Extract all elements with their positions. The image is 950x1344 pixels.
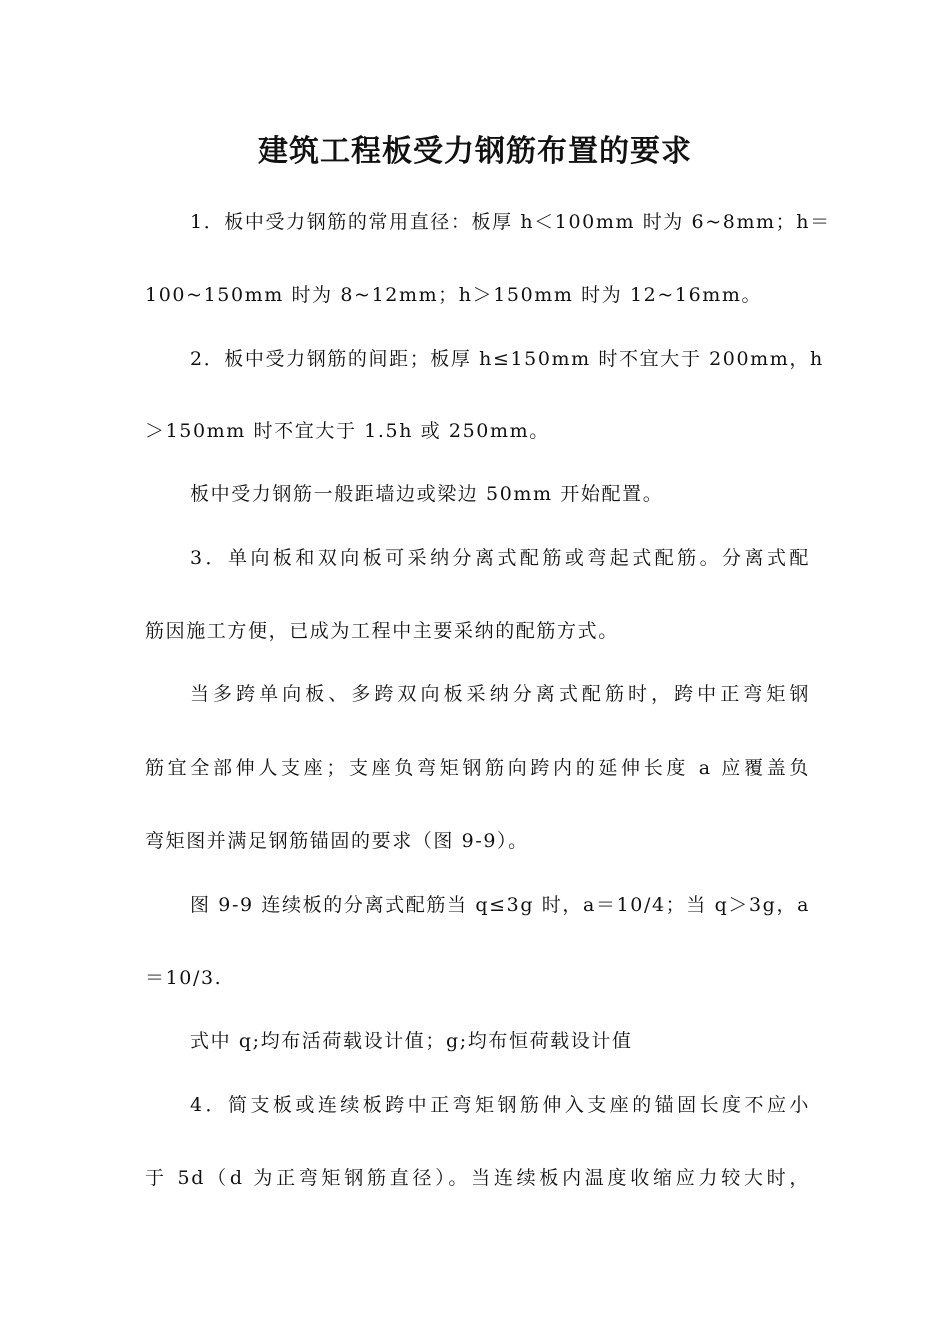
paragraph-line-15: 于 5d（d 为正弯矩钢筋直径）。当连续板内温度收缩应力较大时，: [145, 1167, 810, 1189]
paragraph-line-13: 式中 q;均布活荷载设计值；g;均布恒荷载设计值: [190, 1030, 633, 1052]
paragraph-line-12: ＝10/3.: [145, 967, 223, 989]
paragraph-line-3: 2．板中受力钢筋的间距；板厚 h≤150mm 时不宜大于 200mm，h: [190, 348, 824, 370]
paragraph-line-6: 3．单向板和双向板可采纳分离式配筋或弯起式配筋。分离式配: [190, 547, 810, 569]
paragraph-line-5: 板中受力钢筋一般距墙边或梁边 50mm 开始配置。: [190, 483, 664, 505]
paragraph-line-2: 100~150mm 时为 8~12mm；h＞150mm 时为 12~16mm。: [145, 284, 763, 306]
paragraph-line-11: 图 9-9 连续板的分离式配筋当 q≤3g 时，a＝10/4；当 q＞3g，a: [190, 894, 810, 916]
document-title: 建筑工程板受力钢筋布置的要求: [258, 134, 692, 169]
paragraph-line-9: 筋宜全部伸人支座；支座负弯矩钢筋向跨内的延伸长度 a 应覆盖负: [145, 757, 810, 779]
paragraph-line-8: 当多跨单向板、多跨双向板采纳分离式配筋时，跨中正弯矩钢: [190, 683, 810, 705]
paragraph-line-4: ＞150mm 时不宜大于 1.5h 或 250mm。: [145, 420, 550, 442]
paragraph-line-10: 弯矩图并满足钢筋锚固的要求（图 9-9）。: [145, 830, 529, 852]
paragraph-line-7: 筋因施工方便，已成为工程中主要采纳的配筋方式。: [145, 620, 619, 642]
paragraph-line-14: 4．简支板或连续板跨中正弯矩钢筋伸入支座的锚固长度不应小: [190, 1094, 810, 1116]
paragraph-line-1: 1．板中受力钢筋的常用直径：板厚 h＜100mm 时为 6~8mm；h＝: [190, 211, 831, 233]
